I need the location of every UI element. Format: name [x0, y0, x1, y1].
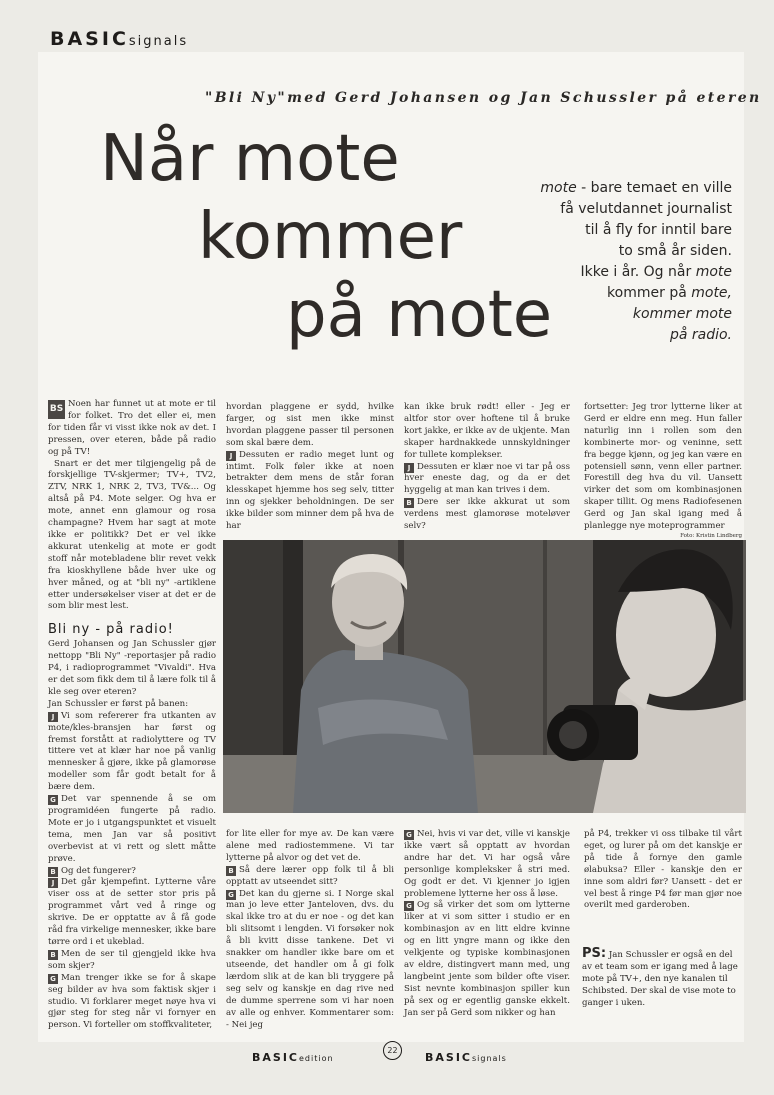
photo [223, 540, 746, 813]
column-2-bottom: for lite eller for mye av. De kan være alene med radiostemmene. Vi tar lytterne på alvor og det vet de. B Så dere lærer opp folk til å bli opptatt av utseendet sitt? G Det kan du gjerne si. I Norge skal man jo leve etter Janteloven, dvs. du skal ikke tro at du er noe - og det kan bli slitsomt i lengden. Vi forsøker nok å bli kvitt disse tankene. Det vi snakker om handler ikke bare om et utseende, det handler om å gi folk lærdom slik at de kan bli tryggere på seg selv og kanskje en dag rive ned de dumme sperrene som vi har noen av alle og enhver. Kommentarer som: - Nei jeg [226, 829, 394, 1030]
speaker-mark-g: G [226, 890, 236, 900]
speaker-mark-j: J [48, 712, 58, 722]
dropcap: BS [48, 400, 65, 419]
speaker-mark-b: B [404, 498, 414, 508]
photo-credit: Foto: Kristin Lindberg [680, 532, 742, 539]
page-number: 22 [383, 1041, 402, 1060]
ps-label: PS: [582, 946, 607, 961]
speaker-mark-g: G [48, 974, 58, 984]
headline-line-1: Når mote [100, 122, 400, 196]
column-1: BS Noen har funnet ut at mote er til for folket. Tro det eller ei, men for tiden får vi visst ikke nok av det. I pressen, over eteren, både på radio og på TV! Snart er det mer tilgjengelig på de forskjellige TV-skjermer; TV+, TV2, ZTV, NRK 1, NRK 2, TV3, TV&... Og altså på P4. Mote selger. Og hva er mote, annet enn glamour og rosa champagne? Hvem har sagt at mote ikke er politikk? Det er vel ikke akkurat utenkelig at mote er godt stoff når motebladene blir revet vekk fra kioskhyllene både hver uke og hver måned, og at "bli ny" -artiklene etter undersøkelser viser at det er de som blir mest lest. Bli ny - på radio! Gerd Johansen og Jan Schussler gjør nettopp "Bli Ny" -reportasjer på radio P4, i radioprogrammet "Vivaldi". Hva er det som fikk dem til å lære folk til å kle seg over eteren? Jan Schussler er først på banen: J Vi som refererer fra utkanten av mote/kles-bransjen har først og fremst forstått at radiolyttere og TV tittere vet at klær har noe på vanlig mennesker å gjøre, ikke på glamorøse modeller som får godt betalt for å bære dem. G Det var spennende å se om programidéen fungerte på radio. Mote er jo i utgangspunktet et visuelt tema, men Jan var så positivt overbevist at vi rett og slett måtte prøve. B Og det fungerer? J Det går kjempefint. Lytterne våre viser oss at de setter stor pris på programmet vårt ved å ringe og skrive. De er opptatte av å få gode råd fra virkelige mennesker, ikke bare tørre ord i et ukeblad. B Men de ser til gjengjeld ikke hva som skjer? G Man trenger ikke se for å skape seg bilder av hva som faktisk skjer i studio. Vi forklarer meget nøye hva vi gjør steg for steg når vi fornyer en person. Vi forteller om stoffkvaliteter, [48, 399, 216, 1031]
column-3-bottom: G Nei, hvis vi var det, ville vi kanskje ikke vært så opptatt av hvordan andre har det. Vi har også våre personlige kompleksker å stri med. Og godt er det. Vi kjenner jo igjen problemene lytterne her oss å løse. G Og så virker det som om lytterne liker at vi som sitter i studio er en kombinasjon av en litt eldre kvinne og en litt yngre mann og ikke den velkjente og typiske kombinasjonen av eldre, distingvert mann med, ung langbeint jente som bilder ofte viser. Sist nevnte kombinasjon spiller kun på sex og er egentlig ganske ekkelt. Jan ser på Gerd som nikker og han [404, 829, 570, 1018]
headline-line-2: kommer [198, 200, 463, 274]
postscript: PS: Jan Schussler er også en del av et team som er igang med å lage mote på TV+, den nye kanalen til Schibsted. Der skal de vise mote to ganger i uken. [582, 946, 738, 1008]
column-4-bottom: på P4, trekker vi oss tilbake til vårt eget, og lurer på om det kanskje er på tide å fornye den gamle ølabuksa? Eller - kanskje den er inne som aldri før? Uansett - det er vel best å ringe P4 før man gjør noe overilt med garderoben. [584, 829, 742, 911]
kicker: "Bli Ny"med Gerd Johansen og Jan Schussler på eteren [205, 90, 762, 106]
footer-left: BASICedition [252, 1051, 334, 1064]
header-brand: BASICsignals [50, 28, 189, 50]
speaker-mark-j: J [48, 878, 58, 888]
footer-right: BASICsignals [425, 1051, 507, 1064]
deck: mote - bare temaet en ville få velutdannet journalist til å fly for inntil bare to små år siden. Ikke i år. Og når mote kommer på mote, kommer mote på radio. [540, 180, 732, 343]
subheading: Bli ny - på radio! [48, 622, 174, 638]
speaker-mark-b: B [48, 950, 58, 960]
column-4-top: fortsetter: Jeg tror lytterne liker at Gerd er eldre enn meg. Hun faller naturlig inn i rollen som den kombinerte mor- og veninne, sett fra begge kjønn, og jeg kan være en potensiell sønn, venn eller partner. Forestill deg hva du vil. Uansett virker det som om kombinasjonen skaper tillit. Og mens Radiofesenen Gerd og Jan skal igang med å planlegge nye moteprogrammer Foto: Kristin Lindberg [584, 402, 742, 539]
speaker-mark-j: J [404, 463, 414, 473]
speaker-mark-g: G [404, 901, 414, 911]
speaker-mark-b: B [226, 866, 236, 876]
speaker-mark-b: B [48, 867, 58, 877]
speaker-mark-j: J [226, 451, 236, 461]
speaker-mark-g: G [404, 830, 414, 840]
headline-line-3: på mote [286, 278, 553, 352]
speaker-mark-g: G [48, 795, 58, 805]
column-2-top: hvordan plaggene er sydd, hvilke farger, og sist men ikke minst hvordan plaggene passer til personen som skal bære dem. J Dessuten er radio meget lunt og intimt. Folk føler ikke at noen betrakter dem mens de står foran klesskapet hjemme hos seg selv, titter inn og sjekker beholdningen. De ser ikke bilder som minner dem på hva de har [226, 402, 394, 532]
photo-illustration [223, 540, 746, 813]
column-3-top: kan ikke bruk rødt! eller - Jeg er altfor stor over hoftene til å bruke kort jakke, er ikke av de ukjente. Man skaper hardnakkede unnskyldninger for tullete komplekser. J Dessuten er klær noe vi tar på oss hver eneste dag, og da er det hyggelig at man kan trives i dem. B Dere ser ikke akkurat ut som verdens mest glamorøse moteløver selv? [404, 402, 570, 532]
